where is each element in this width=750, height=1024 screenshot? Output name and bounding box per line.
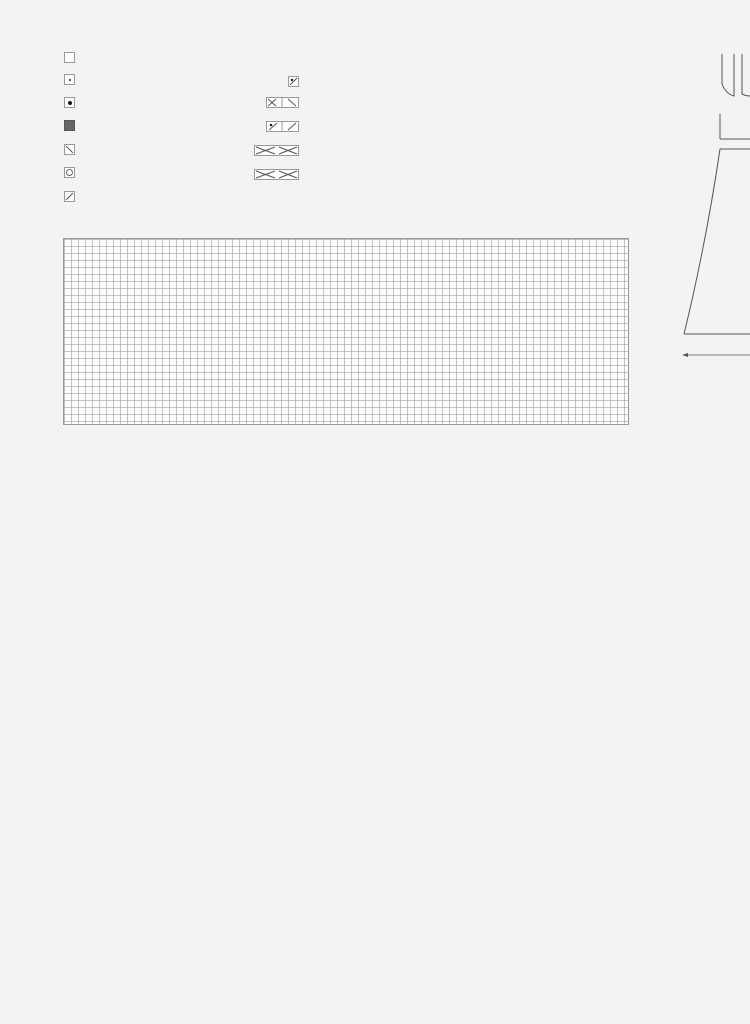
skirt-chart-grid — [0, 450, 750, 900]
top-chart-symbols — [64, 239, 630, 426]
k2tog-ws-symbol-icon — [288, 76, 299, 87]
cable-back-purl-symbol-icon — [266, 121, 299, 132]
size-purl-symbol-icon — [64, 97, 75, 108]
k2tog-symbol-icon — [64, 191, 75, 202]
knit-symbol-icon — [64, 52, 75, 63]
no-stitch-symbol-icon — [64, 120, 75, 131]
top-chart-grid — [63, 238, 629, 425]
cable-back-symbol-icon — [254, 169, 299, 180]
skirt-chart-symbols — [0, 450, 750, 900]
cable-front-symbol-icon — [254, 145, 299, 156]
cable-front-purl-symbol-icon — [266, 97, 299, 108]
yarn-over-symbol-icon — [64, 167, 75, 178]
site-logo — [0, 960, 218, 1020]
skp-symbol-icon — [64, 144, 75, 155]
schematic-figure — [676, 44, 750, 404]
purl-symbol-icon — [64, 74, 75, 85]
